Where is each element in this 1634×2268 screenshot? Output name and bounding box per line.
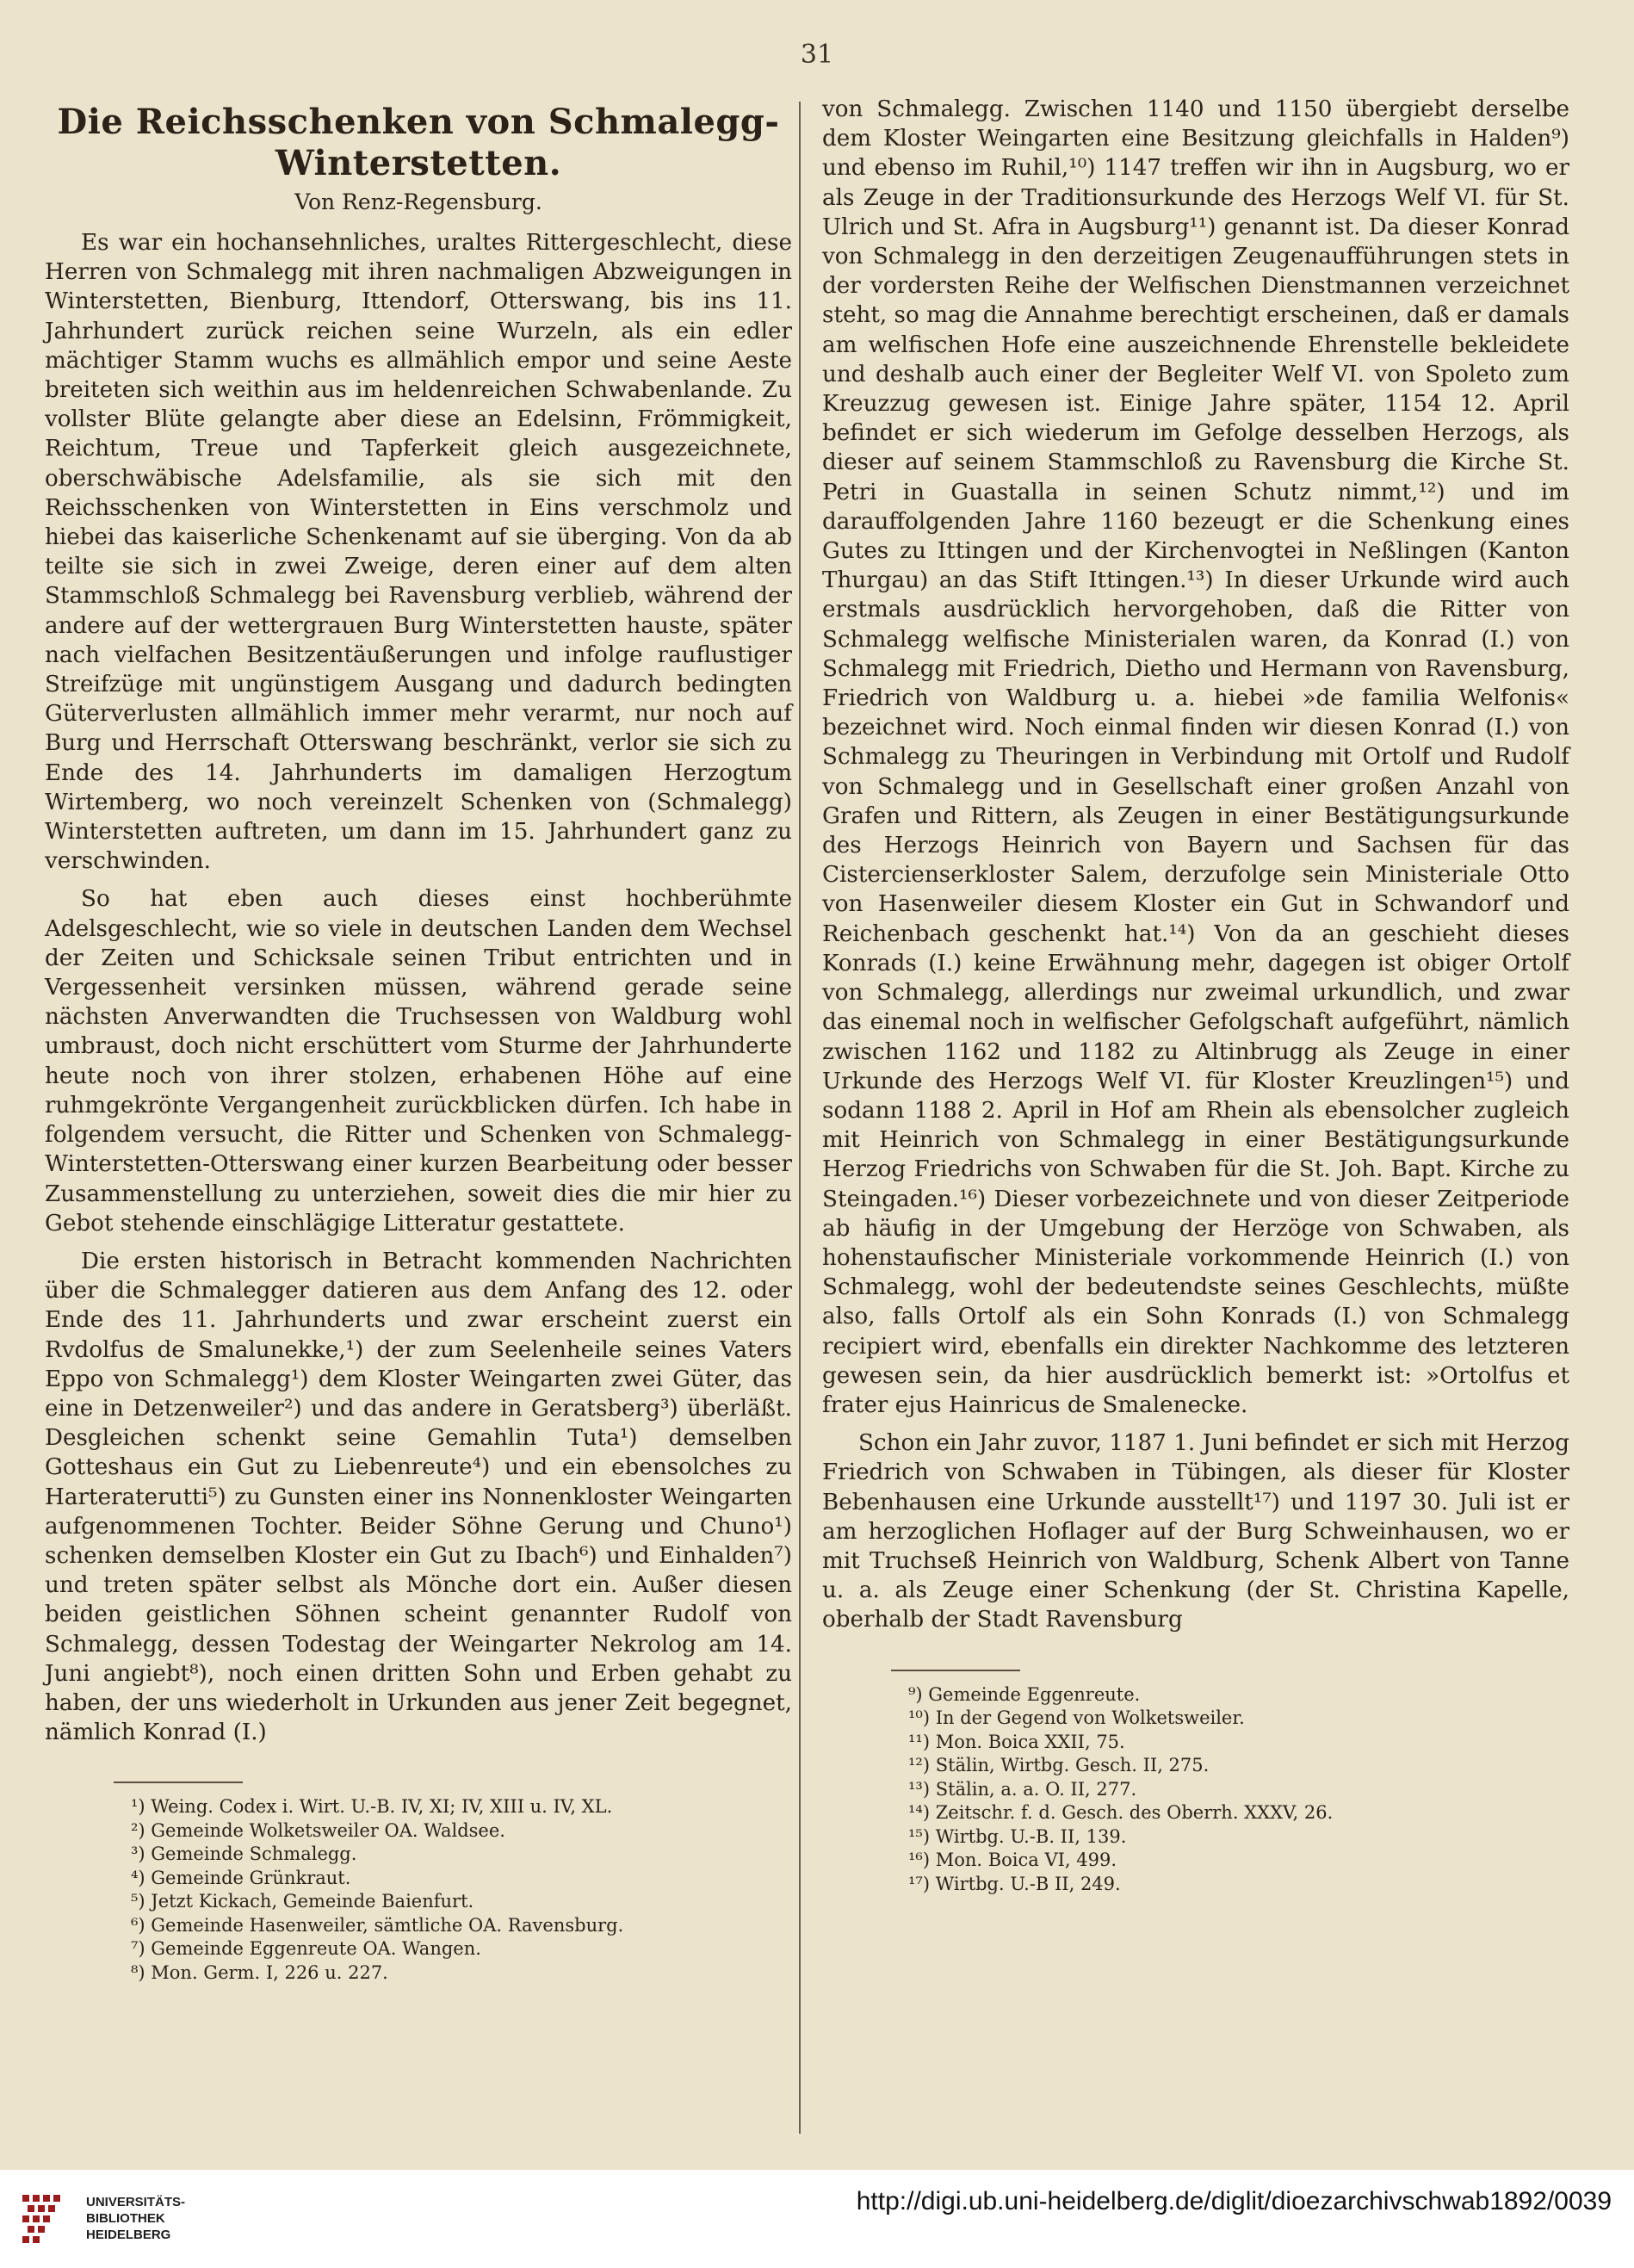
page-number: 31 xyxy=(800,40,834,70)
viewer-footer-bar xyxy=(0,2170,1634,2268)
left-footnotes xyxy=(131,1795,792,1985)
paragraph: Die ersten historisch in Betracht kommenden Nachrichten über die Schmalegger datieren aus dem Anfang des 12. oder Ende des 11. Jahrhunderts und zwar erscheint zuerst ein Rvdolfus de Smalunekke,¹) der zum Seelenheile seines Vaters Eppo von Schmalegg¹) dem Kloster Weingarten zwei Güter, das eine in Detzenweiler²) und das andere in Geratsberg³) überläßt. Desgleichen schenkt seine Gemahlin Tuta¹) demselben Gotteshaus ein Gut zu Liebenreute⁴) und ein ebensolches zu Harteraterutti⁵) zu Gunsten einer ins Nonnenkloster Weingarten aufgenommenen Tochter. Beider Söhne Gerung und Chuno¹) schenken demselben Kloster ein Gut zu Ibach⁶) und Einhalden⁷) und treten später selbst als Mönche dort ein. Außer diesen beiden geistlichen Söhnen scheint genannter Rudolf von Schmalegg, dessen Todestag der Weingarter Nekrolog am 14. Juni angiebt⁸), noch einen dritten Sohn und Erben gehabt zu haben, der uns wiederholt in Urkunden aus jener Zeit begegnet, nämlich Konrad (I.) xyxy=(45,1248,792,1746)
logo-line: BIBLIOTHEK xyxy=(86,2211,165,2226)
footnote: ⁷) Gemeinde Eggenreute OA. Wangen. xyxy=(131,1938,481,1960)
footnote: ¹⁶) Mon. Boica VI, 499. xyxy=(908,1850,1117,1871)
logo-line: HEIDELBERG xyxy=(86,2228,171,2242)
paragraph: Schon ein Jahr zuvor, 1187 1. Juni befindet er sich mit Herzog Friedrich von Schwaben in Tübingen, als dieser für Kloster Bebenhausen eine Urkunde ausstellt¹⁷) und 1197 30. Juli ist er am herzoglichen Hoflager auf der Burg Schweinhausen, wo er mit Truchseß Heinrich von Waldburg, Schenk Albert von Tanne u. a. als Zeuge einer Schenkung (der St. Christina Kapelle, oberhalb der Stadt Ravensburg xyxy=(822,1430,1569,1633)
logo-line: UNIVERSITÄTS- xyxy=(86,2195,186,2209)
article-title: Die Reichsschenken von Schmalegg-Winterstetten. xyxy=(57,102,780,183)
left-body-text xyxy=(45,228,792,1747)
footnote-rule xyxy=(114,1782,243,1783)
column-divider xyxy=(799,102,801,2134)
article-author: Von Renz-Regensburg. xyxy=(294,189,542,214)
left-column xyxy=(45,95,792,1985)
footnote: ⁶) Gemeinde Hasenweiler, sämtliche OA. Ravensburg. xyxy=(131,1914,624,1936)
footnote: ¹⁰) In der Gegend von Wolketsweiler. xyxy=(908,1707,1245,1729)
footnote: ¹¹) Mon. Boica XXII, 75. xyxy=(908,1731,1125,1752)
footnote: ¹⁵) Wirtbg. U.-B. II, 139. xyxy=(908,1825,1127,1847)
footnote: ⁹) Gemeinde Eggenreute. xyxy=(908,1683,1141,1705)
footnote: ⁴) Gemeinde Grünkraut. xyxy=(131,1867,351,1888)
paragraph: So hat eben auch dieses einst hochberühmte Adelsgeschlecht, wie so viele in deutschen Landen dem Wechsel der Zeiten und Schicksale seinen Tribut entrichten und in Vergessenheit versinken müssen, während gerade seine nächsten Anverwandten die Truchsessen von Waldburg wohl umbraust, doch nicht erschüttert vom Sturme der Jahrhunderte heute noch von ihrer stolzen, erhabenen Höhe auf eine ruhmgekrönte Vergangenheit zurückblicken dürfen. Ich habe in folgendem versucht, die Ritter und Schenken von Schmalegg-Winterstetten-Otterswang einer kurzen Bearbeitung oder besser Zusammenstellung zu unterziehen, soweit dies die mir hier zu Gebot stehende einschlägige Litteratur gestattete. xyxy=(45,886,792,1236)
library-logo-text xyxy=(86,2194,185,2243)
right-footnotes xyxy=(908,1683,1569,1897)
footnote: ²) Gemeinde Wolketsweiler OA. Waldsee. xyxy=(131,1819,505,1841)
footnote: ⁸) Mon. Germ. I, 226 u. 227. xyxy=(131,1961,388,1983)
page-url-link[interactable]: http://digi.ub.uni-heidelberg.de/diglit/dioezarchivschwab1892/0039 xyxy=(856,2187,1612,2215)
footnote: ³) Gemeinde Schmalegg. xyxy=(131,1844,357,1865)
footnote: ⁵) Jetzt Kickach, Gemeinde Baienfurt. xyxy=(131,1891,474,1912)
footnote: ¹) Weing. Codex i. Wirt. U.-B. IV, XI; IV, XIII u. IV, XL. xyxy=(131,1796,613,1818)
footnote: ¹⁴) Zeitschr. f. d. Gesch. des Oberrh. XXXV, 26. xyxy=(908,1802,1334,1824)
footnote-rule xyxy=(891,1670,1020,1671)
footnote: ¹²) Stälin, Wirtbg. Gesch. II, 275. xyxy=(908,1755,1210,1776)
paragraph: von Schmalegg. Zwischen 1140 und 1150 übergiebt derselbe dem Kloster Weingarten eine Besitzung gleichfalls in Halden⁹) und ebenso im Ruhil,¹⁰) 1147 treffen wir ihn in Augsburg, wo er als Zeuge in der Traditionsurkunde des Herzogs Welf VI. für St. Ulrich und St. Afra in Augsburg¹¹) genannt ist. Da dieser Konrad von Schmalegg in den derzeitigen Zeugenaufführungen stets in der vordersten Reihe der Welfischen Dienstmannen verzeichnet steht, so mag die Annahme berechtigt erscheinen, daß er damals am welfischen Hofe eine auszeichnende Ehrenstelle bekleidete und deshalb auch einer der Begleiter Welf VI. von Spoleto zum Kreuzzug gewesen ist. Einige Jahre später, 1154 12. April befindet er sich wiederum im Gefolge desselben Herzogs, als dieser auf seinem Stammschloß zu Ravensburg die Kirche St. Petri in Guastalla in seinen Schutz nimmt,¹²) und im darauffolgenden Jahre 1160 bezeugt er die Schenkung eines Gutes zu Ittingen und der Kirchenvogtei in Neßlingen (Kanton Thurgau) an das Stift Ittingen.¹³) In dieser Urkunde wird auch erstmals ausdrücklich hervorgehoben, daß die Ritter von Schmalegg welfische Ministerialen waren, da Konrad (I.) von Schmalegg mit Friedrich, Dietho und Hermann von Ravensburg, Friedrich von Waldburg u. a. hiebei »de familia Welfonis« bezeichnet wird. Noch einmal finden wir diesen Konrad (I.) von Schmalegg zu Theuringen in Verbindung mit Ortolf und Rudolf von Schmalegg und in Gesellschaft einer großen Anzahl von Grafen und Rittern, als Zeugen in einer Bestätigungsurkunde des Herzogs Heinrich von Bayern und Sachsen für das Cistercienserkloster Salem, derzufolge sein Ministeriale Otto von Hasenweiler diesem Kloster ein Gut in Schwandorf und Reichenbach geschenkt hat.¹⁴) Von da an geschieht dieses Konrads (I.) keine Erwähnung mehr, dagegen ist obiger Ortolf von Schmalegg, allerdings nur zweimal urkundlich, und zwar das einemal noch in welfischer Gefolgschaft aufgeführt, nämlich zwischen 1162 und 1182 zu Altinbrugg als Zeuge in einer Urkunde des Herzogs Welf VI. für Kloster Kreuzlingen¹⁵) und sodann 1188 2. April in Hof am Rhein als ebensolcher zugleich mit Heinrich von Schmalegg in einer Bestätigungsurkunde Herzog Friedrichs von Schwaben für die St. Joh. Bapt. Kirche zu Steingaden.¹⁶) Dieser vorbezeichnete und von dieser Zeitperiode ab häufig in der Umgebung der Herzöge von Schwaben, als hohenstaufischer Ministeriale vorkommende Heinrich (I.) von Schmalegg, wohl der bedeutendste seines Geschlechts, müßte also, falls Ortolf als ein Sohn Konrads (I.) von Schmalegg recipiert wird, ebenfalls ein direkter Nachkomme des letzteren gewesen sein, da hier ausdrücklich bemerkt ist: »Ortolfus et frater ejus Hainricus de Smalenecke. xyxy=(822,96,1569,1418)
footnote: ¹³) Stälin, a. a. O. II, 277. xyxy=(908,1778,1137,1800)
right-body-text xyxy=(822,95,1569,1635)
right-column xyxy=(822,95,1569,1896)
university-seal-icon xyxy=(19,2191,72,2245)
paragraph: Es war ein hochansehnliches, uraltes Rittergeschlecht, diese Herren von Schmalegg mit ihren nachmaligen Abzweigungen in Winterstetten, Bienburg, Ittendorf, Otterswang, bis ins 11. Jahrhundert zurück reichen seine Wurzeln, als ein edler mächtiger Stamm wuchs es allmählich empor und seine Aeste breiteten sich weithin aus im heldenreichen Schwabenlande. Zu vollster Blüte gelangte aber diese an Edelsinn, Frömmigkeit, Reichtum, Treue und Tapferkeit gleich ausgezeichnete, oberschwäbische Adelsfamilie, als sie sich mit den Reichsschenken von Winterstetten in Eins verschmolz und hiebei das kaiserliche Schenkenamt auf sie überging. Von da ab teilte sie sich in zwei Zweige, deren einer auf dem alten Stammschloß Schmalegg bei Ravensburg verblieb, während der andere auf der wettergrauen Burg Winterstetten hauste, später nach vielfachen Besitzentäußerungen und infolge rauflustiger Streifzüge mit ungünstigem Ausgang und dadurch bedingten Güterverlusten allmählich immer mehr verarmt, nur noch auf Burg und Herrschaft Otterswang beschränkt, verlor sie sich zu Ende des 14. Jahrhunderts im damaligen Herzogtum Wirtemberg, wo noch vereinzelt Schenken von (Schmalegg) Winterstetten auftreten, um dann im 15. Jahrhundert ganz zu verschwinden. xyxy=(45,230,792,875)
footnote: ¹⁷) Wirtbg. U.-B II, 249. xyxy=(908,1873,1121,1894)
